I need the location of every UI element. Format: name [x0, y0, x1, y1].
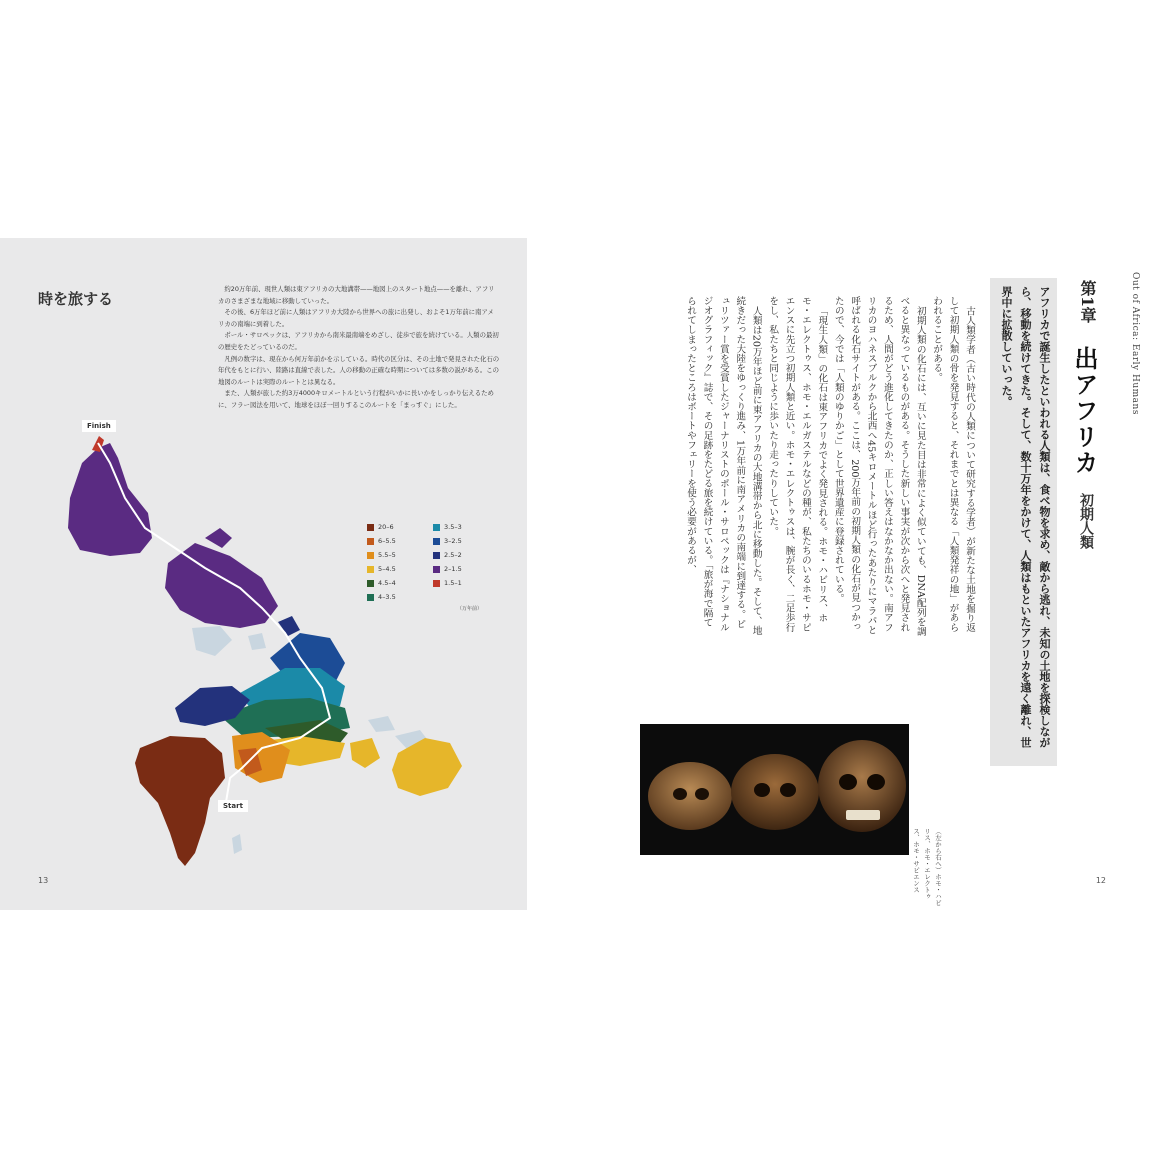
- legend-item: 20–6: [367, 523, 394, 531]
- page-number-right: 12: [1095, 876, 1106, 885]
- intro-paragraph: 約20万年前、現世人類は東アフリカの大地溝帯——地図上のスタート地点——を離れ、アフリカのさまざまな地域に移動していった。: [218, 285, 495, 305]
- chapter-title: 出アフリカ: [1070, 346, 1099, 476]
- skull-erectus: [731, 754, 819, 830]
- skull-habilis: [648, 762, 732, 830]
- right-page: [527, 238, 1150, 910]
- chapter-number: 第1章: [1078, 280, 1097, 324]
- legend-swatch: [367, 552, 374, 559]
- finish-label: Finish: [82, 420, 116, 432]
- page-number-left: 13: [38, 876, 49, 885]
- legend-item: 4.5–4: [367, 579, 396, 587]
- start-label: Start: [218, 800, 248, 812]
- running-head: Out of Africa: Early Humans: [1130, 272, 1140, 415]
- map-title: 時を旅する: [38, 290, 114, 308]
- legend-swatch: [433, 566, 440, 573]
- photo-caption: （左から右へ）ホモ・ハビリス、ホモ・エレクトゥス、ホモ・サピエンス: [912, 828, 942, 906]
- body-text: [632, 296, 977, 636]
- legend-item: 2–1.5: [433, 565, 462, 573]
- continent-africa: [135, 736, 225, 866]
- legend-swatch: [433, 580, 440, 587]
- body-paragraph: 「現生人類」の化石は東アフリカでよく発見される。ホモ・ハビリス、ホモ・エレクトゥス、ホモ・エルガステルなどの種が、私たちのいるホモ・サピエンスに先立つ初期人類と近い。ホモ・エレクトゥスは、腕が長く、二足歩行をし、私たちと同じように歩いたり走ったりしていた。: [767, 296, 828, 632]
- legend-item: 4–3.5: [367, 593, 396, 601]
- legend-item: 1.5–1: [433, 579, 462, 587]
- intro-paragraph: その後、6万年ほど前に人類はアフリカ大陸から世界への旅に出発し、およそ1万年前に南アメリカの南端に到着した。: [218, 308, 494, 328]
- legend-swatch: [433, 524, 440, 531]
- legend-swatch: [367, 594, 374, 601]
- legend-item: 3.5–3: [433, 523, 462, 531]
- continent-australia: [392, 738, 462, 796]
- legend-swatch: [433, 538, 440, 545]
- legend-item: 6–5.5: [367, 537, 396, 545]
- intro-paragraph: また、人類が旅した約3万4000キロメートルという行程がいかに長いかをしっかり伝えるために、フラー図法を用いて、地球をほぼ一回りするこのルートを「まっすぐ」にした。: [218, 389, 494, 409]
- body-paragraph: 古人類学者（古い時代の人類について研究する学者）が新たな土地を掘り返して初期人類の骨を発見すると、それまでとは異なる「人類発祥の地」があらわれることがある。: [931, 296, 975, 632]
- body-paragraph: 初期人類の化石には、互いに見た目は非常によく似ていても、DNA配列を調べると異なっているものがある。そうした新しい事実が次から次へと発見されるため、人間がどう進化してきたのか、正しい答えはなかなか出ない。南アフリカのヨハネスブルクから北西へ45キロメートルほど行ったあたりにマラパと呼ばれる化石サイトがある。ここは、200万年前の初期人類の化石が見つかったので、今では「人類のゆりかご」として世界遺産に登録されている。: [832, 296, 926, 636]
- skulls-illustration: [640, 724, 909, 855]
- skulls-photo: [640, 724, 909, 855]
- continent-north-america: [165, 543, 278, 628]
- map-intro: [218, 284, 500, 412]
- legend-item: 5.5–5: [367, 551, 396, 559]
- intro-paragraph: ポール・サロペックは、アフリカから南米最南端をめざし、徒歩で旅を続けている。人類の最初の歴史をたどっているのだ。: [218, 331, 499, 351]
- legend-swatch: [367, 538, 374, 545]
- legend-unit: （万年前）: [457, 606, 483, 612]
- left-page: [0, 238, 527, 910]
- legend-swatch: [367, 524, 374, 531]
- chapter-subtitle: 初期人類: [1078, 493, 1094, 549]
- legend-swatch: [367, 580, 374, 587]
- legend-swatch: [433, 552, 440, 559]
- legend-swatch: [367, 566, 374, 573]
- lead-text: アフリカで誕生したといわれる人類は、食べ物を求め、敵から逃れ、未知の土地を探検しながら、移動を続けてきた。そして、数十万年をかけて、人類はもといたアフリカを遠く離れ、世界中に拡散していった。: [1000, 286, 1051, 748]
- legend-item: 5–4.5: [367, 565, 396, 573]
- legend-item: 2.5–2: [433, 551, 462, 559]
- body-paragraph: 人類は20万年ほど前に東アフリカの大地溝帯から北に移動した。そして、地続きだった大陸をゆっくり進み、1万年前に南アメリカの南端に到達する。ピュリツァー賞を受賞したジャーナリストのポール・サロペックは『ナショナルジオグラフィック』誌で、その足跡をたどる旅を続けている。「旅が海で隔てられてしまったところはボートやフェリーを使う必要があるが、: [685, 296, 762, 635]
- continent-south-america: [68, 443, 152, 556]
- intro-paragraph: 凡例の数字は、現在から何万年前かを示している。時代の区分は、その土地で発見された化石の年代をもとに行い、陸路は直線で表した。人の移動の正確な時期については多数の説がある。この地図のルートは実際のルートとは異なる。: [218, 354, 500, 386]
- legend-item: 3–2.5: [433, 537, 462, 545]
